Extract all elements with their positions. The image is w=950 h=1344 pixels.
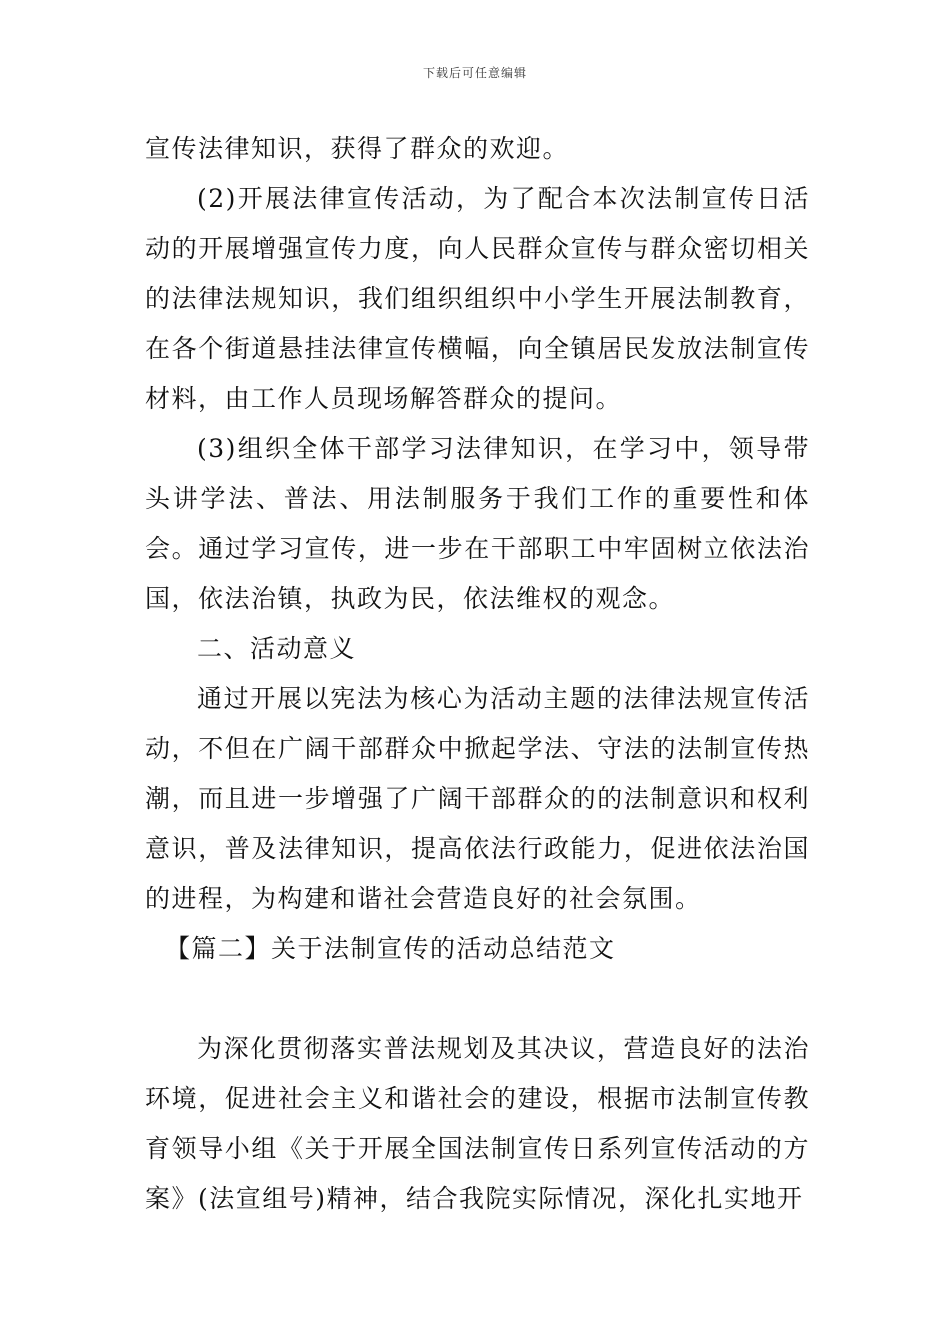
blank-line (145, 974, 810, 1024)
article-title: 【篇二】关于法制宣传的活动总结范文 (165, 934, 616, 963)
paragraph-intro: 为深化贯彻落实普法规划及其决议，营造良好的法治环境，促进社会主义和谐社会的建设，根据市法制宣传教育领导小组《关于开展全国法制宣传日系列宣传活动的方案》(法宣组号)精神，结合我院实际情况，深化扎实地开 (145, 1034, 810, 1213)
document-body (145, 124, 810, 1224)
paragraph-significance: 通过开展以宪法为核心为活动主题的法律法规宣传活动，不但在广阔干部群众中掀起学法、守法的法制宣传热潮，而且进一步增强了广阔干部群众的的法制意识和权利意识，普及法律知识，提高依法行政能力，促进依法治国的进程，为构建和谐社会营造良好的社会氛围。 (145, 684, 810, 913)
paragraph-continuation: 宣传法律知识，获得了群众的欢迎。 (145, 134, 570, 163)
page-header: 下载后可任意编辑 (422, 66, 527, 80)
section-heading: 二、活动意义 (197, 634, 357, 663)
paragraph-item-2: (2)开展法律宣传活动，为了配合本次法制宣传日活动的开展增强宣传力度，向人民群众宣传与群众密切相关的法律法规知识，我们组织组织中小学生开展法制教育，在各个街道悬挂法律宣传横幅，向全镇居民发放法制宣传材料，由工作人员现场解答群众的提问。 (145, 184, 810, 413)
paragraph-item-3: (3)组织全体干部学习法律知识，在学习中，领导带头讲学法、普法、用法制服务于我们工作的重要性和体会。通过学习宣传，进一步在干部职工中牢固树立依法治国，依法治镇，执政为民，依法维权的观念。 (145, 434, 810, 613)
